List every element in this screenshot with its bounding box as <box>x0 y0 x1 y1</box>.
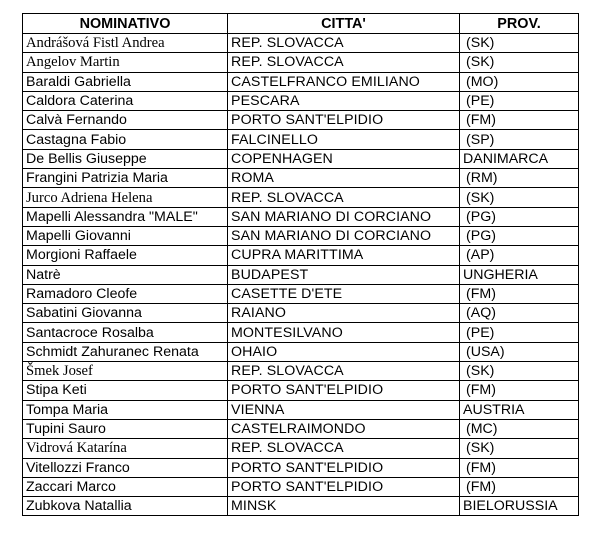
table-row <box>23 323 579 342</box>
cell-name: Šmek Josef <box>23 362 228 381</box>
cell-prov: (SK) <box>460 53 579 72</box>
table-row <box>23 34 579 53</box>
cell-city: BUDAPEST <box>228 265 460 284</box>
cell-city: REP. SLOVACCA <box>228 53 460 72</box>
table-row <box>23 284 579 303</box>
cell-prov: (FM) <box>460 284 579 303</box>
table-row <box>23 419 579 438</box>
table-row <box>23 188 579 207</box>
cell-name: Castagna Fabio <box>23 130 228 149</box>
cell-city: REP. SLOVACCA <box>228 439 460 458</box>
table-row <box>23 265 579 284</box>
cell-name: Schmidt Zahuranec Renata <box>23 342 228 361</box>
cell-name: Mapelli Giovanni <box>23 226 228 245</box>
header-city: CITTA' <box>228 14 460 34</box>
cell-name: Santacroce Rosalba <box>23 323 228 342</box>
cell-city: ROMA <box>228 169 460 188</box>
cell-name: Caldora Caterina <box>23 91 228 110</box>
cell-name: Morgioni Raffaele <box>23 246 228 265</box>
cell-name: Zubkova Natallia <box>23 497 228 516</box>
cell-prov: (AP) <box>460 246 579 265</box>
cell-name: Tompa Maria <box>23 400 228 419</box>
header-row <box>23 14 579 34</box>
cell-name: Stipa Keti <box>23 381 228 400</box>
cell-prov: (SK) <box>460 439 579 458</box>
cell-prov: (FM) <box>460 458 579 477</box>
cell-name: Calvà Fernando <box>23 111 228 130</box>
header-name: NOMINATIVO <box>23 14 228 34</box>
table-row <box>23 477 579 496</box>
cell-prov: (SK) <box>460 362 579 381</box>
roster-table <box>22 13 579 516</box>
table-header <box>23 14 579 34</box>
cell-city: MONTESILVANO <box>228 323 460 342</box>
cell-city: FALCINELLO <box>228 130 460 149</box>
cell-city: REP. SLOVACCA <box>228 34 460 53</box>
cell-prov: (PG) <box>460 226 579 245</box>
cell-name: Jurco Adriena Helena <box>23 188 228 207</box>
table-body <box>23 34 579 516</box>
table-row <box>23 207 579 226</box>
header-prov: PROV. <box>460 14 579 34</box>
table-row <box>23 169 579 188</box>
table-row <box>23 149 579 168</box>
cell-city: PORTO SANT'ELPIDIO <box>228 111 460 130</box>
cell-city: CASTELRAIMONDO <box>228 419 460 438</box>
cell-name: De Bellis Giuseppe <box>23 149 228 168</box>
cell-name: Sabatini Giovanna <box>23 304 228 323</box>
table-row <box>23 226 579 245</box>
table-row <box>23 497 579 516</box>
cell-prov: (FM) <box>460 381 579 400</box>
cell-prov: (PE) <box>460 323 579 342</box>
table-row <box>23 304 579 323</box>
cell-city: CASETTE D'ETE <box>228 284 460 303</box>
cell-city: REP. SLOVACCA <box>228 188 460 207</box>
cell-name: Vidrová Katarína <box>23 439 228 458</box>
cell-prov: DANIMARCA <box>460 149 579 168</box>
cell-prov: (SP) <box>460 130 579 149</box>
table-row <box>23 381 579 400</box>
table-row <box>23 400 579 419</box>
table-row <box>23 439 579 458</box>
cell-name: Mapelli Alessandra "MALE" <box>23 207 228 226</box>
cell-city: COPENHAGEN <box>228 149 460 168</box>
cell-name: Angelov Martin <box>23 53 228 72</box>
table-row <box>23 130 579 149</box>
cell-prov: (PG) <box>460 207 579 226</box>
cell-city: VIENNA <box>228 400 460 419</box>
cell-prov: (AQ) <box>460 304 579 323</box>
cell-prov: (MC) <box>460 419 579 438</box>
cell-prov: (USA) <box>460 342 579 361</box>
cell-prov: AUSTRIA <box>460 400 579 419</box>
cell-city: PESCARA <box>228 91 460 110</box>
cell-name: Baraldi Gabriella <box>23 72 228 91</box>
cell-name: Tupini Sauro <box>23 419 228 438</box>
cell-city: PORTO SANT'ELPIDIO <box>228 458 460 477</box>
table-row <box>23 458 579 477</box>
cell-prov: (MO) <box>460 72 579 91</box>
cell-city: MINSK <box>228 497 460 516</box>
table-row <box>23 72 579 91</box>
table-row <box>23 111 579 130</box>
cell-prov: UNGHERIA <box>460 265 579 284</box>
cell-name: Andrášová Fistl Andrea <box>23 34 228 53</box>
cell-city: CASTELFRANCO EMILIANO <box>228 72 460 91</box>
cell-city: CUPRA MARITTIMA <box>228 246 460 265</box>
cell-name: Zaccari Marco <box>23 477 228 496</box>
cell-city: REP. SLOVACCA <box>228 362 460 381</box>
table-row <box>23 246 579 265</box>
cell-prov: (SK) <box>460 188 579 207</box>
cell-prov: (SK) <box>460 34 579 53</box>
table-row <box>23 91 579 110</box>
cell-city: RAIANO <box>228 304 460 323</box>
roster-sheet <box>22 13 578 516</box>
cell-name: Vitellozzi Franco <box>23 458 228 477</box>
cell-name: Natrè <box>23 265 228 284</box>
cell-prov: (PE) <box>460 91 579 110</box>
cell-prov: BIELORUSSIA <box>460 497 579 516</box>
cell-city: SAN MARIANO DI CORCIANO <box>228 226 460 245</box>
cell-prov: (FM) <box>460 477 579 496</box>
cell-city: SAN MARIANO DI CORCIANO <box>228 207 460 226</box>
table-row <box>23 362 579 381</box>
cell-city: PORTO SANT'ELPIDIO <box>228 381 460 400</box>
cell-city: PORTO SANT'ELPIDIO <box>228 477 460 496</box>
cell-prov: (RM) <box>460 169 579 188</box>
table-row <box>23 342 579 361</box>
cell-prov: (FM) <box>460 111 579 130</box>
cell-name: Frangini Patrizia Maria <box>23 169 228 188</box>
cell-city: OHAIO <box>228 342 460 361</box>
cell-name: Ramadoro Cleofe <box>23 284 228 303</box>
table-row <box>23 53 579 72</box>
